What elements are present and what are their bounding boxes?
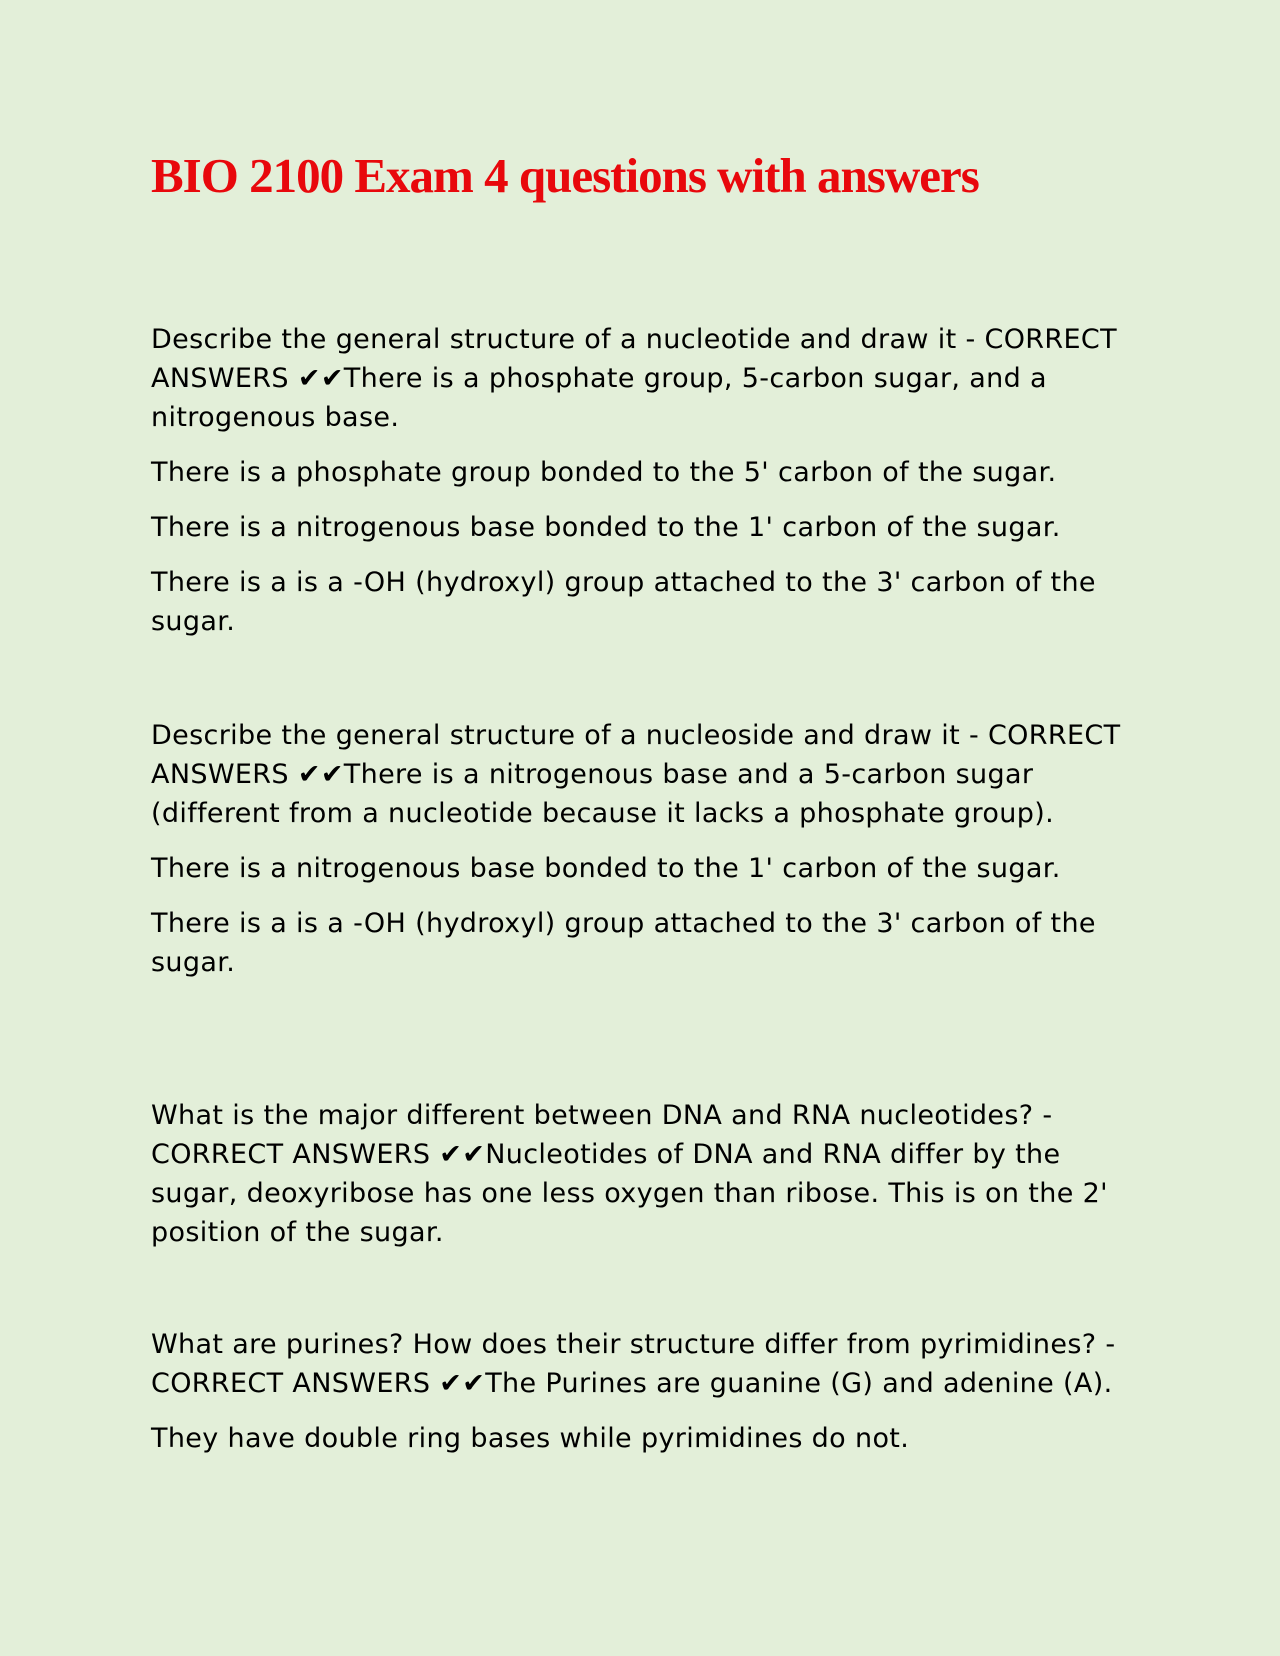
qa-block bbox=[151, 1096, 1131, 1252]
answer-paragraph: There is a nitrogenous base bonded to the 1' carbon of the sugar. bbox=[151, 512, 1061, 543]
question-paragraph: Describe the general structure of a nucleotide and draw it - CORRECT ANSWERS ✔✔There is a phosphate group, 5-carbon sugar, and a nitrogenous base. bbox=[151, 324, 1117, 433]
qa-block bbox=[151, 1325, 1131, 1458]
answer-paragraph: There is a is a -OH (hydroxyl) group attached to the 3' carbon of the sugar. bbox=[151, 567, 1096, 637]
question-paragraph: What is the major different between DNA and RNA nucleotides? - CORRECT ANSWERS ✔✔Nucleotides of DNA and RNA differ by the sugar, deoxyribose has one less oxygen than ribose. This is on the 2' position of the sugar. bbox=[151, 1100, 1108, 1248]
answer-paragraph: There is a is a -OH (hydroxyl) group attached to the 3' carbon of the sugar. bbox=[151, 908, 1096, 978]
question-paragraph: What are purines? How does their structure differ from pyrimidines? - CORRECT ANSWERS ✔✔The Purines are guanine (G) and adenine (A). bbox=[151, 1329, 1116, 1399]
qa-block bbox=[151, 320, 1131, 641]
document-title: BIO 2100 Exam 4 questions with answers bbox=[151, 148, 979, 203]
answer-paragraph: They have double ring bases while pyrimidines do not. bbox=[151, 1423, 910, 1454]
question-paragraph: Describe the general structure of a nucleoside and draw it - CORRECT ANSWERS ✔✔There is a nitrogenous base and a 5-carbon sugar (different from a nucleotide because it lacks a phosphate group). bbox=[151, 720, 1121, 829]
answer-paragraph: There is a phosphate group bonded to the 5' carbon of the sugar. bbox=[151, 457, 1057, 488]
qa-block bbox=[151, 716, 1131, 982]
answer-paragraph: There is a nitrogenous base bonded to the 1' carbon of the sugar. bbox=[151, 853, 1061, 884]
